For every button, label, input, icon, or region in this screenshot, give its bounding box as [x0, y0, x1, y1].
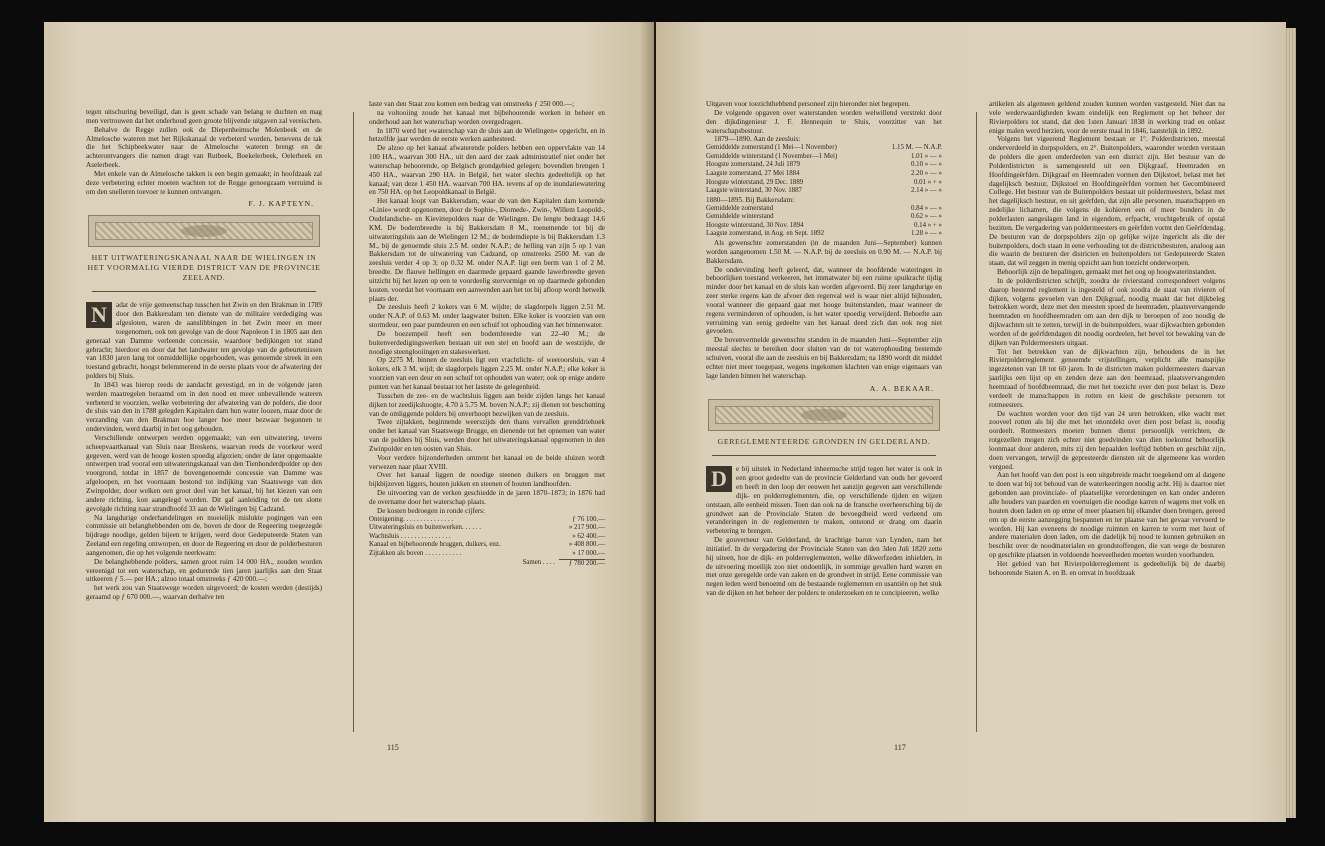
ornamental-rule — [706, 451, 942, 459]
paragraph: De wachten worden voor den tijd van 24 uren betrokken, elke wacht met zooveel rotten als bij die met het onontdekt over dien post belast is, noodig oordeelt. Rotmeesters moeten bunnen dienst persoonlijk verrichten, de rotgezellen mogen zich echter niet goedvinden van dien toekomst behoorlijk loonmaat door anderen, mits zij den bepaalden leeftijd hebben en geschikt zijn, doen vervangen, terwijl de gepresteerde diensten uit de algemeene kas worden vergoed. — [989, 409, 1225, 471]
left-column-1 — [86, 108, 322, 602]
paragraph: Verschillende ontwerpen werden opgemaakt; van een uitwatering, tevens scheepvaartkanaal van Sluis naar Breskens, waarvan reeds de voorkeur werd gegeven, werd van de hooge kosten spoedig afgezien; onder de later opgemaakte ontwerpen trad vooral een uitwateringskanaal van den Tienhonderdpolder op den voorgrond, totdat in 1857 de bovengenoemde concessie van Damme was afgeloopen, en het voornaam bestond tot indijking van Staatswege van den Zwinpolder, door welken een groot deel van het kanaal, bij het kiezen van een andere richting, kon aangelegd worden. Dit gaf aanleiding tot de ten slotte gevolgde richting naar strandhoofd 33 aan de Wielingen bij Cadzand. — [86, 433, 322, 513]
left-page — [44, 22, 654, 822]
paragraph: het werk zou van Staatswege worden uitgevoerd; de kosten werden (destijds) geraamd op ƒ 670 000.—, waarvan derhalve ten — [86, 584, 322, 602]
paragraph: De volgende opgaven over waterstanden worden welwillend verstrekt door den dijkdingenieur J. F. Hennequin te Sluis, voorzitter van het waterschapsbestuur. — [706, 108, 942, 135]
table-row: Hoogste zomerstand, 24 Juli 1879 0.10 » — » — [706, 161, 942, 169]
paragraph: Volgens het vigeerend Reglement bestaan er 1°. Polderdistricten, meestal onderverdeeld in dorpspolders, en 2°. Buitenpolders, waaronder worden verstaan de polders die geen onderdeelen van een district zijn. Het bestuur van de Polderdistricten is samengesteld uit een Dijkgraaf, Heemraden en Hoofdingeërfden. Dijkgraaf en Heemraden vormen den Dijkstoel, belast met het dagelijksch bestuur, Dijkstoel en Hoofdingeërfden vormen het Gecombineerd College. Het bestuur van de Buitenpolders bestaat uit poldermeesters, belast met het dagelijksch bestuur, en uit geërfden, dat zijn alle personen, maatschappen en zedelijke lichamen, die volgens de kohieren een of meer bunders in de polderlasten aangeslagen land in eigendom, erfpacht, vruchtgebruik of opstal bezitten. De vergadering van poldermeesters en geërfden vormt den Geërfdendag. De besturen van de dorpspolders zijn op gelijke wijze ingericht als die der buitenpolders, doch staan in eene verhouding tot de districtsbesturen, analoog aan die waarin de besturen der districten en buitenpolders tot Gedeputeerde Staten staan, dat wil zeggen in menig opzicht aan hun toezicht onderworpen. — [989, 135, 1225, 268]
left-column-2 — [369, 100, 605, 568]
right-page — [656, 22, 1286, 822]
paragraph: Aan het hoofd van den post is een uitgebreide macht toegekend om al datgene te doen wat bij tot behoud van de waterkeeringen noodig acht. Hij is daartoe niet gebonden aan provinciale- of plaatselijke verordeningen en kan onder anderen alle houders van paarden en voertuigen die noodige karren of wagens met volk en houten doen laden en op enne of meer plaatsen bij elkander doen brengen, gereed om op de eerste aanzegging bespannen en ter plaatse van het gevaar vervoerd te worden. Hij kan eveneens de noodige ruimten en karren te vorm met hout of andere materialen doen laden, om die dadelijk bij nood te kunnen gebruiken en beschikt over de noodmaterialen en grondstoffengen, die van wege de besturen op geschikte plaatsen in voldoende hoeveelheden moeten worden voorhanden. — [989, 471, 1225, 560]
paragraph: tegen uitschuring beveiligd, dan is geen schade van belang te duchten en mag men vertrouwen dat het onderhoud geen groote blijvende uitgaven zal vereischen. — [86, 108, 322, 125]
right-column-1 — [706, 100, 942, 598]
paragraph: Het kanaal loopt van Bakkersdam, waar de van den Kapitalen dam komende »Linie« wordt opgenomen, door de Sophie-, Diomede-, Zwin-, Willem Leopold-, Oudelandsche- en Kievittepolders naar de Wielingen. De lengte bedraagt 14.6 KM. De bodembreedte is bij Bakkersdam 8 M., toenemende tot bij de uitwateringsluis aan de Wielingen 12 M.; de bodemdiepte is bij Bakkersdam 1.3 M., bij de genoemde sluis 2.5 M. onder N.A.P.; de helling van zijn 5 op 1 van Bakkersdam tot de uitwatering van Cadzand, op omstreeks 2500 M. van de zeesluis verder 4 op 3; op 0.32 M. onder N.A.P. ligt een berm van 1 of 2 M. breedte. De flauwe hellingen en daarmede gepaard gaande lawerbreedte geven uitzicht bij het lezen op een te voordeelig stervormige en op daarmede gebonden kosten. voordat het voornaam een aanwenden aan het tot bij afloop wordt hetwelk plaats der. — [369, 197, 605, 303]
decorative-header-illustration — [88, 215, 320, 247]
paragraph: Op 2275 M. binnen de zeesluis ligt een vrachtlicht- of weeroorsluis, van 4 kokers, elk 3 M. wijd; de slagdorpels liggen 2.25 M. onder N.A.P.; elke koker is voorzien van een deur en een schuif tot ophouden van water; ook op enige andere punten van het kanaal bestaat tot het lastste de gelegenheid. — [369, 356, 605, 391]
paragraph: Behoorlijk zijn de bepalingen, gemaakt met het oog op hoogwaterinstanden. — [997, 268, 1217, 277]
page-edges — [1286, 28, 1296, 818]
ornamental-rule — [86, 287, 322, 295]
page-number: 115 — [387, 743, 399, 752]
table-row: Laagste winterstand, 30 Nov. 1887 2.14 » — » — [706, 187, 942, 195]
water-level-table — [706, 144, 942, 196]
paragraph: adat de vrije gemeenschap tusschen het Zwin en den Brakman in 1789 door den Bakkersdam ten dienste van de militaire verdediging was afgesloten, waren de aanslibbingen in het Zwin meer en meer toegenomen, ook ten gevolge van de door Napoleon I in 1805 aan den generaal van Damme verleende concessie, waardoor bedijkingen tot stand gebracht; hierdoor en door dat het landwater ten gevolge van de gebeurtenissen van 1830 jaren lang tot onmiddellijke opgehouden, was genoemde streek in een toestand gebracht, hoogst belemmerend in de eerste plaats voor de afwatering der polders bij Sluis. — [86, 301, 322, 381]
paragraph: In 1843 was hierop reeds de aandacht gevestigd, en in de volgende jaren werden maatregelen beraamd om in den nood en meer onbevallende wateren verbeterd te voorzien, welke verbetering der afwatering van de polders, die door de sluis van den in 1788 gelegden Kapitalen dam hun water loozen, maar door de verzanding van den Brakman hoe langer hoe meer bezwaar begonnen te ondervinden, werd daarbij in het oog gehouden. — [86, 380, 322, 434]
paragraph: De boezempeil heeft een bodembreedte van 22–40 M.; de buitenverdedigingswerken bestaan uit een stel en hoofd aan de westzijde, de noodige steenglooiingen en stakeswerken. — [369, 329, 605, 356]
paragraph: In 1870 werd het »waterschap van de sluis aan de Wielingen« opgericht, en in hetzelfde jaar werden de eerste werken aanbesteed. — [369, 126, 605, 144]
article-heading: GEREGLEMENTEERDE GRONDEN IN GELDERLAND. — [717, 437, 931, 447]
table-row: Uitwateringsluis en buitenwerken. . . . . . » 217 900.— — [369, 524, 605, 532]
paragraph: De kosten bedroegen in ronde cijfers: — [377, 506, 485, 515]
paragraph: Als gewenschte zomerstanden (in de maanden Juni—September) kunnen worden aangenomen 1.50 M. — N.A.P. bij de zeesluis en 0.90 M. — N.A.P. bij Bakkersdam. — [706, 239, 942, 265]
article-heading: HET UITWATERINGSKANAAL NAAR DE WIELINGEN IN HET VOORMALIG VIERDE DISTRICT VAN DE PROVINCIE ZEELAND. — [87, 253, 321, 283]
column-divider — [976, 112, 977, 732]
paragraph: In de polderdistricten schrijft, zoodra de rivierstand correspondeert volgens daarop bestemd reglement is ingesteld of ook zoodra de staat van rivieren of dijken, volgens gevoelen van den Dijkgraaf, noodig maakt dat het dijkbeleg betrokken wordt, deze met den meesten spoed de heemraden, plaatsvervangende heemraden en hoofdheemraden om aan den dijk te beroepen of zoo noodig de dijkwachten uit te zetten, terwijl in de buitenpolders, waar dijkwachten gebonden worden of de geërfdendagen dit noodig oordeelen, het bevel tot bewaking van de dijken van Poldermeesters uitgaat. — [989, 276, 1225, 347]
decorative-header-illustration — [708, 399, 940, 431]
table-row: Onteigening. . . . . . . . . . . . . . . ƒ 76 100.— — [369, 515, 605, 523]
paragraph: 1879—1890. Aan de zeesluis: — [714, 135, 801, 144]
paragraph: Tusschen de zee- en de wachtsluis liggen aan beide zijden langs het kanaal dijken tot zeedijkshoogte, 4.70 à 5.75 M. boven N.A.P.; zij dienen tot beschutting van de omliggende polders bij onverhoopt bezwijken van de zeesluis. — [369, 391, 605, 418]
paragraph: De alzoo op het kanaal afwaterende polders hebben een oppervlakte van 14 100 HA., waarvan 300 HA., uit den aard der zaak administratief niet onder het waterschap behoorende, op Belgisch grondgebied gelegen; bovendien brengen 1 450 HA., waarvan 290 HA. in België, het water slechts gedeeltelijk op het kanaal; van deze 1 450 HA. waarvan 700 HA. tevens af op de inundatiewatering en 750 HA. op het Leopoldkanaal in België. — [369, 144, 605, 197]
paragraph: Voor verdere bijzonderheden omtrent het kanaal en de beide sluizen wordt verwezen naar plaat XVIII. — [369, 453, 605, 471]
table-total-row: Samen . . . . ƒ 780 200.— — [522, 559, 605, 567]
paragraph: Na langdurige onderhandelingen en moeielijk mislukte pogingen van een commissie uit belanghebbenden om de, boven de door de Regeering toegezegde bijdrage noodige, gelden bijeen te krijgen, werd door Gedeputeerde Staten van Zeeland een regeling ontworpen, en door de Regeering en door de polderbesturen aangenomen, die op het volgende neerkwam: — [86, 513, 322, 557]
table-row: Zijtakken als boven . . . . . . . . . . . » 17 000.— — [369, 550, 605, 559]
open-book — [44, 12, 1294, 834]
table-row: Gemiddelde zomerstand 0.84 » — » — [706, 204, 942, 212]
table-row: Laagste zomerstand, in Aug. en Sept. 1892 1.28 » — » — [706, 230, 942, 238]
column-divider — [353, 112, 354, 732]
table-row: Laagste zomerstand, 27 Mei 1884 2.20 » — » — [706, 170, 942, 177]
paragraph: Uitgaven voor toezichthebbend personeel zijn hieronder niet begrepen. — [706, 100, 910, 108]
paragraph: Twee zijtakken, beginnende weerszijds den thans vervallen grenddriehoek onder het kanaal van Staatswege Brugge, en dienende tot het opnemen van water van de polders bij Sluis, werden door het uitwateringskanaal opgenomen in den Zwinpolder en ten oosten van Sluis. — [369, 418, 605, 453]
water-level-table — [706, 205, 942, 239]
drop-cap: N — [86, 302, 112, 328]
paragraph: Het gebied van het Rivierpolderreglement is gedeeltelijk bij de daarbij behoorende Staten A. en B. en omvat in hoofdzaak — [989, 559, 1225, 577]
page-number: 117 — [894, 743, 906, 752]
paragraph: e bij uitstek in Nederland inheemsche strijd tegen het water is ook in een groot gedeelte van de provincie Gelderland van ouds her gevoerd en heeft in den loop der eeuwen het aanzijn gegeven aan verschillende dijk- en polderreglementen, die, op verschillende tijden en wijzen ontstaan, alle eenheid missen. Toen dan ook na de fransche overheersching bij de grondwet aan de Provinciale Staten de bevoegdheid werd verleend om veranderingen in de reglementen te maken, ontstond er drang om daarin verbetering te brengen. — [706, 465, 942, 536]
paragraph: Over het kanaal liggen de noodige steenen duikers en bruggen met bijkbijzeven liggers, houten jukken en steenen of houten landhoofden. — [369, 471, 605, 489]
paragraph: Tot het betrekken van de dijkwachten zijn, behoudens de in het Rivierpolderreglement genoemde vrijstellingen, verplicht alle manspijke ingezetenen van 18 tot 60 jaren. In de districten maken poldermeesters daarvan jaarlijks een lijst op en zenden deze aan den heemraad, plaatsvervangenden heemraad of hoofdheemraad, die met het toezicht over den post belast is. Deze verdeelt de manschappen in rotten en kiest de geschikste personen tot rotmeesters. — [989, 347, 1225, 409]
table-row: Gemiddelde winterstand (1 November—1 Mei) 1.01 » — » — [706, 152, 942, 160]
paragraph: 1880—1895. Bij Bakkersdam: — [706, 195, 795, 204]
table-row: Hoogste winterstand, 29 Dec. 1889 0.01 » + » — [706, 178, 942, 186]
paragraph: Behalve de Regge zullen ook de Diepenheimsche Molenbeek en de Almelosche wateren met het Rijkskanaal de verbeterd worden, benevens de tak die het Schipbeekwater naar de Almelosche wateren brengt en de achterontvangers die namen dragt van Rutbeek, Boekelerbeek, Oelerbeek en Aselerbeek. — [86, 125, 322, 170]
table-row: Wachtsluis . . . . . . . . . . . . . . . » 62 400.— — [369, 532, 605, 540]
cost-table — [369, 516, 605, 569]
author-signature: F. J. KAPTEYN. — [248, 199, 314, 209]
table-row: Kanaal en bijbehoorende bruggen, duikers, enz. » 408 800.— — [369, 541, 605, 549]
paragraph: De belanghebbende polders, samen groot ruim 14 000 HA., zouden worden vereenigd tot een waterschap, en gedurende tien jaren jaarlijks aan den Staat uitkeeren ƒ 5.— per HA.; alzoo totaal omstreeks ƒ 420 000.—; — [86, 557, 322, 584]
paragraph: De uitvoering van de verken geschiedde in de jaren 1870–1873; in 1876 had de overname door het waterschap plaats. — [369, 489, 605, 506]
drop-cap: D — [706, 466, 732, 492]
table-row: Gemiddelde zomerstand (1 Mei—1 November) 1.15 M. — N.A.P. — [706, 144, 942, 152]
paragraph: Met enkele van de Almelosche takken is een begin gemaakt; in hoofdzaak zal deze verbetering echter moeten wachten tot de Regge genoegzaam verruimd is om den snelleren toevoer te kunnen ontvangen. — [86, 169, 322, 196]
paragraph: De zeesluis heeft 2 kokers van 6 M. wijdte; de slagdorpels liggen 2.51 M. onder N.A.P. of 0.63 M. onder laagwater buiten. Elke koker is voorzien van een stormdeur, een paar puntdeuren en een schuif tot ophouding van het binnenwater. — [369, 303, 605, 330]
author-signature: A. A. BEKAAR. — [869, 383, 934, 393]
paragraph: laste van den Staat zou komen een bedrag van omstreeks ƒ 250 000.—; — [369, 100, 574, 108]
paragraph: artikelen als algemeen geldend zouden kunnen worden vastgesteld. Niet dan na vele wederwaardigheden kwam eindelijk een Reglement op het beheer der Rivierpolders tot stand, dat den 1sten Januari 1838 in werking trad en onlast enige malen werd herzien, voor de eerste maal in 1846, laatstelijk in 1892. — [989, 100, 1225, 135]
right-column-2 — [989, 100, 1225, 578]
paragraph: De bovenvermelde gewenschte standen in de maanden Juni—September zijn meestal slechts te bereiken door sluiten van de tot waterophouding bestemde schuiven, vooral die aan de zeesluis en bij Bakkersdam; na 1890 wordt dit middel echter niet meer toegepast, wegens ingekomen klachten van enige eigenaars van lage landen binnen het waterschap. — [706, 336, 942, 380]
table-row: Hoogste winterstand, 30 Nov. 1894 0.14 » + » — [706, 221, 942, 229]
paragraph: De ondervinding heeft geleerd, dat, wanneer de hoofdende wateringen in behoorlijken toestand verkeeren, het immatwater bij een ruime spuikracht tijdig minder door het kanaal en de sluis kan worden afgevoerd. Bij zeer langdurige en zeer sterke regens kan de afvoer den regenval wel is waar niet altijd bijhouden, vooral wanneer die gepaard gaat met hooge buitenstanden, maar wanneer de regens verminderen of ophouden, is het water spoedig verwijderd. Behoefte aan verruiming van eenig gedeelte van het kanaal deed zich dan ook nog niet gevoelen. — [706, 265, 942, 336]
table-row: Gemiddelde winterstand 0.62 » — » — [706, 213, 942, 221]
paragraph: De gouverneur van Gelderland, de krachtige baron van Lynden, nam het initiatief. In de vergadering der Provinciale Staten van den 3den Juli 1820 zette hij uiteen, hoe de dijk- en polderreglementen, welke dikwerfzeden inhielden, in de uitvoering moeilijk zoo niet ondoenlijk, in sommige gevallen hard waren en met onze geregelde orde van zaken en de grondwet in strijd. Eene commissie van negen leden werd benoemd om de bestaande reglementen en usantiën op het stuk van de dijken en het beheer der polders te onderzoeken en te concipieeren, welke — [706, 536, 942, 598]
paragraph: na voltooiing zoude het kanaal met bijbehoorende werken in beheer en onderhoud aan het waterschap worden overgedragen. — [369, 108, 605, 126]
